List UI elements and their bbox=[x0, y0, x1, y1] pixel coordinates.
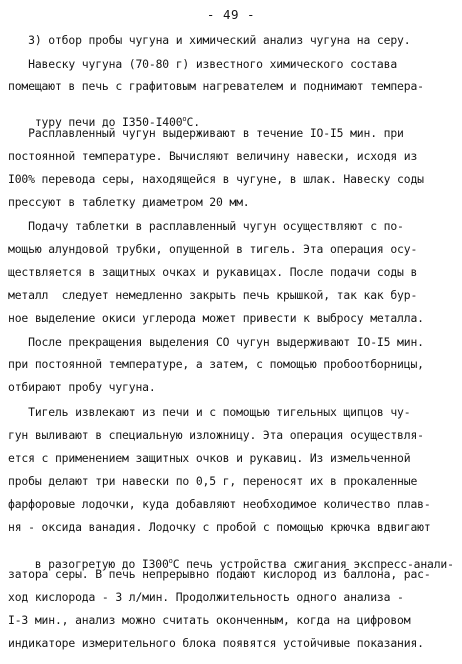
text-line: Расплавленный чугун выдерживают в течение IO-I5 мин. при bbox=[8, 126, 404, 140]
text-line: при постоянной температуре, а затем, с помощью пробоотборницы, bbox=[8, 357, 424, 371]
text-segment: туру печи до I350-I400 bbox=[34, 115, 183, 129]
text-line: I-3 мин., анализ можно считать оконченным, когда на цифровом bbox=[8, 613, 411, 627]
text-line: ход кислорода - 3 л/мин. Продолжительность одного анализа - bbox=[8, 590, 404, 604]
text-line: постоянной температуре. Вычисляют величину навески, исходя из bbox=[8, 149, 418, 163]
text-line: затора серы. В печь непрерывно подают кислород из баллона, рас- bbox=[8, 567, 431, 581]
text-line: отбирают пробу чугуна. bbox=[8, 380, 156, 394]
text-line: гун выливают в специальную изложницу. Эта операция осуществля- bbox=[8, 428, 424, 442]
text-line: ется с применением защитных очков и рукавиц. Из измельченной bbox=[8, 451, 411, 465]
text-line: 3) отбор пробы чугуна и химический анализ чугуна на серу. bbox=[8, 33, 411, 47]
text-line: прессуют в таблетку диаметром 20 мм. bbox=[8, 195, 250, 209]
text-line: Подачу таблетки в расплавленный чугун осуществляют с по- bbox=[8, 219, 404, 233]
text-line: Тигель извлекают из печи и с помощью тигельных щипцов чу- bbox=[8, 405, 411, 419]
text-segment: C печь устройства сжигания экспресс-анали- bbox=[172, 557, 454, 571]
text-line: ня - оксида ванадия. Лодочку с пробой с помощью крючка вдвигают bbox=[8, 520, 431, 534]
text-line: помещают в печь с графитовым нагревателем и поднимают темпера- bbox=[8, 79, 424, 93]
text-segment: в разогретую до I300 bbox=[34, 557, 169, 571]
text-line: металл следует немедленно закрыть печь крышкой, так как бур- bbox=[8, 288, 418, 302]
text-line: индикаторе измерительного блока появятся устойчивые показания. bbox=[8, 636, 424, 650]
text-line: пробы делают три навески по 0,5 г, переносят их в прокаленные bbox=[8, 474, 418, 488]
page-number: - 49 - bbox=[206, 7, 256, 22]
degree-superscript: o bbox=[168, 557, 173, 565]
text-line: После прекращения выделения CO чугун выдерживают IO-I5 мин. bbox=[8, 335, 424, 349]
text-line: фарфоровые лодочки, куда добавляют необходимое количество плав- bbox=[8, 497, 431, 511]
text-line: Навеску чугуна (70-80 г) известного химического состава bbox=[8, 57, 398, 71]
degree-superscript: o bbox=[182, 115, 187, 123]
text-line: ное выделение окиси углерода может привести к выбросу металла. bbox=[8, 311, 424, 325]
text-line: мощью алундовой трубки, опущенной в тигель. Эта операция осу- bbox=[8, 242, 418, 256]
text-line: ществляется в защитных очках и рукавицах. После подачи соды в bbox=[8, 265, 418, 279]
text-segment: C. bbox=[186, 115, 200, 129]
text-line: I00% перевода серы, находящейся в чугуне, в шлак. Навеску соды bbox=[8, 172, 424, 186]
